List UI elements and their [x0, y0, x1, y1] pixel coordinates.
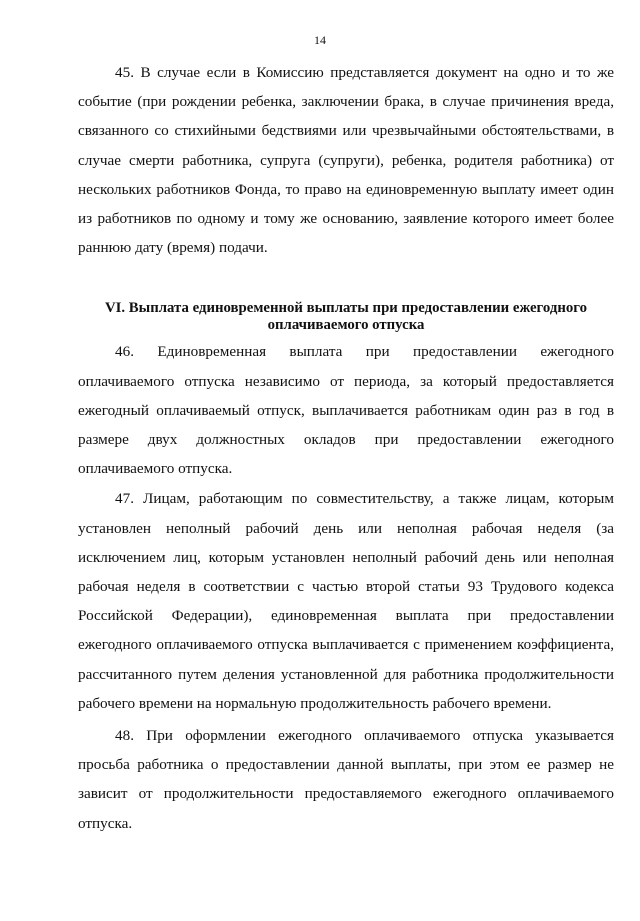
section-heading-line-1: VI. Выплата единовременной выплаты при предоставлении ежегодного	[104, 300, 588, 317]
paragraph-48: 48. При оформлении ежегодного оплачиваемого отпуска указывается просьба работника о предоставлении данной выплаты, при этом ее размер не зависит от продолжительности предоставляемого ежегодного оплачиваемого отпуска.	[78, 727, 614, 832]
document-body	[78, 58, 614, 838]
section-heading-line-2: оплачиваемого отпуска	[267, 317, 425, 334]
paragraph-45: 45. В случае если в Комиссию представляется документ на одно и то же событие (при рождении ребенка, заключении брака, в случае причинения вреда, связанного со стихийными бедствиями или чрезвычайными обстоятельствами, в случае смерти работника, супруга (супруги), ребенка, родителя работника) от нескольких работников Фонда, то право на единовременную выплату имеет один из работников по одному и тому же основанию, заявление которого имеет более раннюю дату (время) подачи.	[78, 64, 614, 257]
section-heading	[78, 300, 614, 334]
paragraph-46: 46. Единовременная выплата при предоставлении ежегодного оплачиваемого отпуска независимо от периода, за который предоставляется ежегодный оплачиваемый отпуск, выплачивается работникам один раз в год в размере двух должностных окладов при предоставлении ежегодного оплачиваемого отпуска.	[78, 343, 614, 478]
page-number: 14	[314, 33, 326, 47]
paragraph-47: 47. Лицам, работающим по совместительству, а также лицам, которым установлен неполный рабочий день или неполная рабочая неделя (за исключением лиц, которым установлен неполный рабочий день или неполная рабочая неделя в соответствии с частью второй статьи 93 Трудового кодекса Российской Федерации), единовременная выплата при предоставлении ежегодного оплачиваемого отпуска выплачивается с применением коэффициента, рассчитанного путем деления установленной для работника продолжительности рабочего времени на нормальную продолжительность рабочего времени.	[78, 490, 614, 712]
